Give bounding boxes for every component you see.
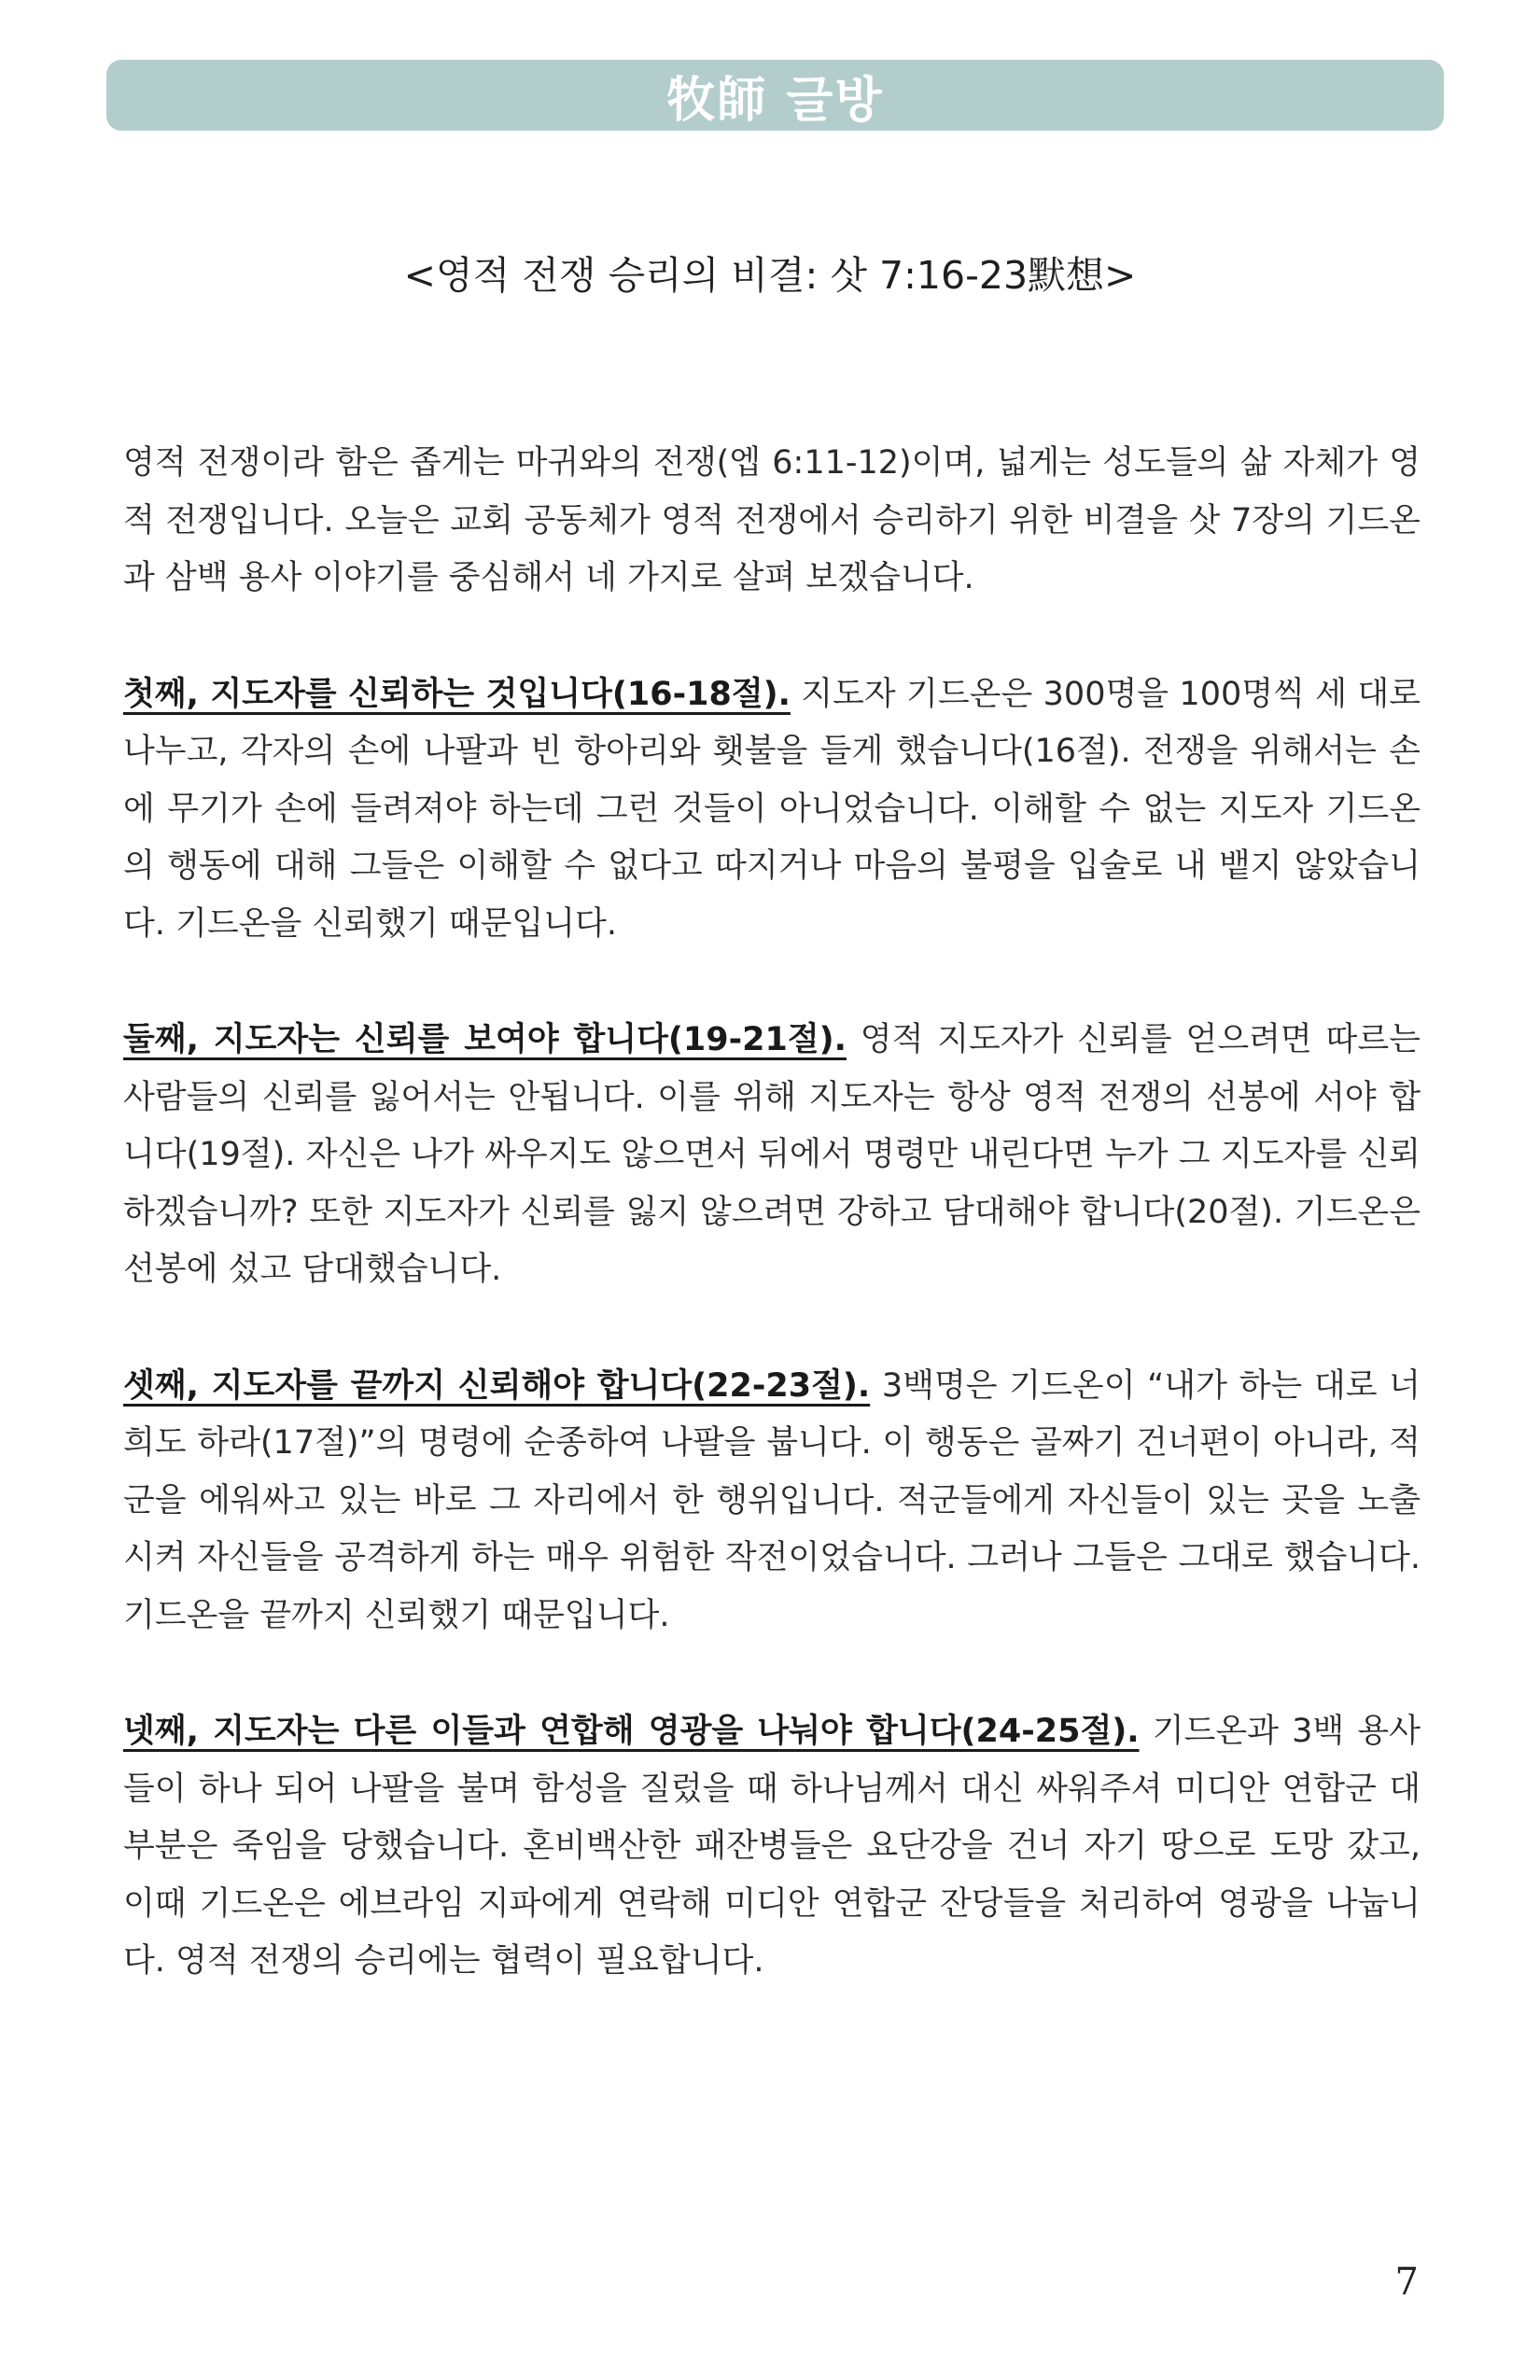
- section-body-2: 영적 지도자가 신뢰를 얻으려면 따르는 사람들의 신뢰를 잃어서는 안됩니다. 이를 위해 지도자는 항상 영적 전쟁의 선봉에 서야 합니다(19절). 자신은 나가 싸우지도 않으면서 뒤에서 명령만 내린다면 누가 그 지도자를 신뢰하겠습니까? 또한 지도자가 신뢰를 잃지 않으려면 강하고 담대해야 합니다(20절). 기드온은 선봉에 섰고 담대했습니다.: [123, 1021, 1421, 1288]
- section-heading-3: 셋째, 지도자를 끝까지 신뢰해야 합니다(22-23절).: [123, 1366, 871, 1405]
- header-bar: [106, 60, 1444, 131]
- page-number: 7: [1394, 2261, 1419, 2303]
- document-body: [123, 435, 1421, 1991]
- section-body-3: 3백명은 기드온이 “내가 하는 대로 너희도 하라(17절)”의 명령에 순종하여 나팔을 붑니다. 이 행동은 골짜기 건너편이 아니라, 적군을 에워싸고 있는 바로 그 자리에서 한 행위입니다. 적군들에게 자신들이 있는 곳을 노출시켜 자신들을 공격하게 하는 매우 위험한 작전이었습니다. 그러나 그들은 그대로 했습니다. 기드온을 끝까지 신뢰했기 때문입니다.: [123, 1366, 1421, 1634]
- section-heading-2: 둘째, 지도자는 신뢰를 보여야 합니다(19-21절).: [123, 1021, 847, 1058]
- section-heading-4: 넷째, 지도자는 다른 이들과 연합해 영광을 나눠야 합니다(24-25절).: [123, 1713, 1140, 1750]
- section-heading-1: 첫째, 지도자를 신뢰하는 것입니다(16-18절).: [123, 675, 791, 713]
- section-paragraph-4: [123, 1703, 1421, 1991]
- document-title: <영적 전쟁 승리의 비결: 삿 7:16-23默想>: [403, 253, 1137, 298]
- section-paragraph-1: [123, 666, 1421, 954]
- section-paragraph-2: [123, 1012, 1421, 1299]
- section-body-4: 기드온과 3백 용사들이 하나 되어 나팔을 불며 함성을 질렀을 때 하나님께서 대신 싸워주셔 미디안 연합군 대부분은 죽임을 당했습니다. 혼비백산한 패잔병들은 요단강을 건너 자기 땅으로 도망 갔고, 이때 기드온은 에브라임 지파에게 연락해 미디안 연합군 잔당들을 처리하여 영광을 나눕니다. 영적 전쟁의 승리에는 협력이 필요합니다.: [123, 1713, 1421, 1980]
- intro-paragraph: 영적 전쟁이라 함은 좁게는 마귀와의 전쟁(엡 6:11-12)이며, 넓게는 성도들의 삶 자체가 영적 전쟁입니다. 오늘은 교회 공동체가 영적 전쟁에서 승리하기 위한 비결을 삿 7장의 기드온과 삼백 용사 이야기를 중심해서 네 가지로 살펴 보겠습니다.: [123, 444, 1421, 596]
- header-title: 牧師 글방: [666, 72, 884, 129]
- section-body-1: 지도자 기드온은 300명을 100명씩 세 대로 나누고, 각자의 손에 나팔과 빈 항아리와 횃불을 들게 했습니다(16절). 전쟁을 위해서는 손에 무기가 손에 들려져야 하는데 그런 것들이 아니었습니다. 이해할 수 없는 지도자 기드온의 행동에 대해 그들은 이해할 수 없다고 따지거나 마음의 불평을 입술로 내 뱉지 않았습니다. 기드온을 신뢰했기 때문입니다.: [123, 675, 1421, 943]
- section-paragraph-3: [123, 1358, 1421, 1645]
